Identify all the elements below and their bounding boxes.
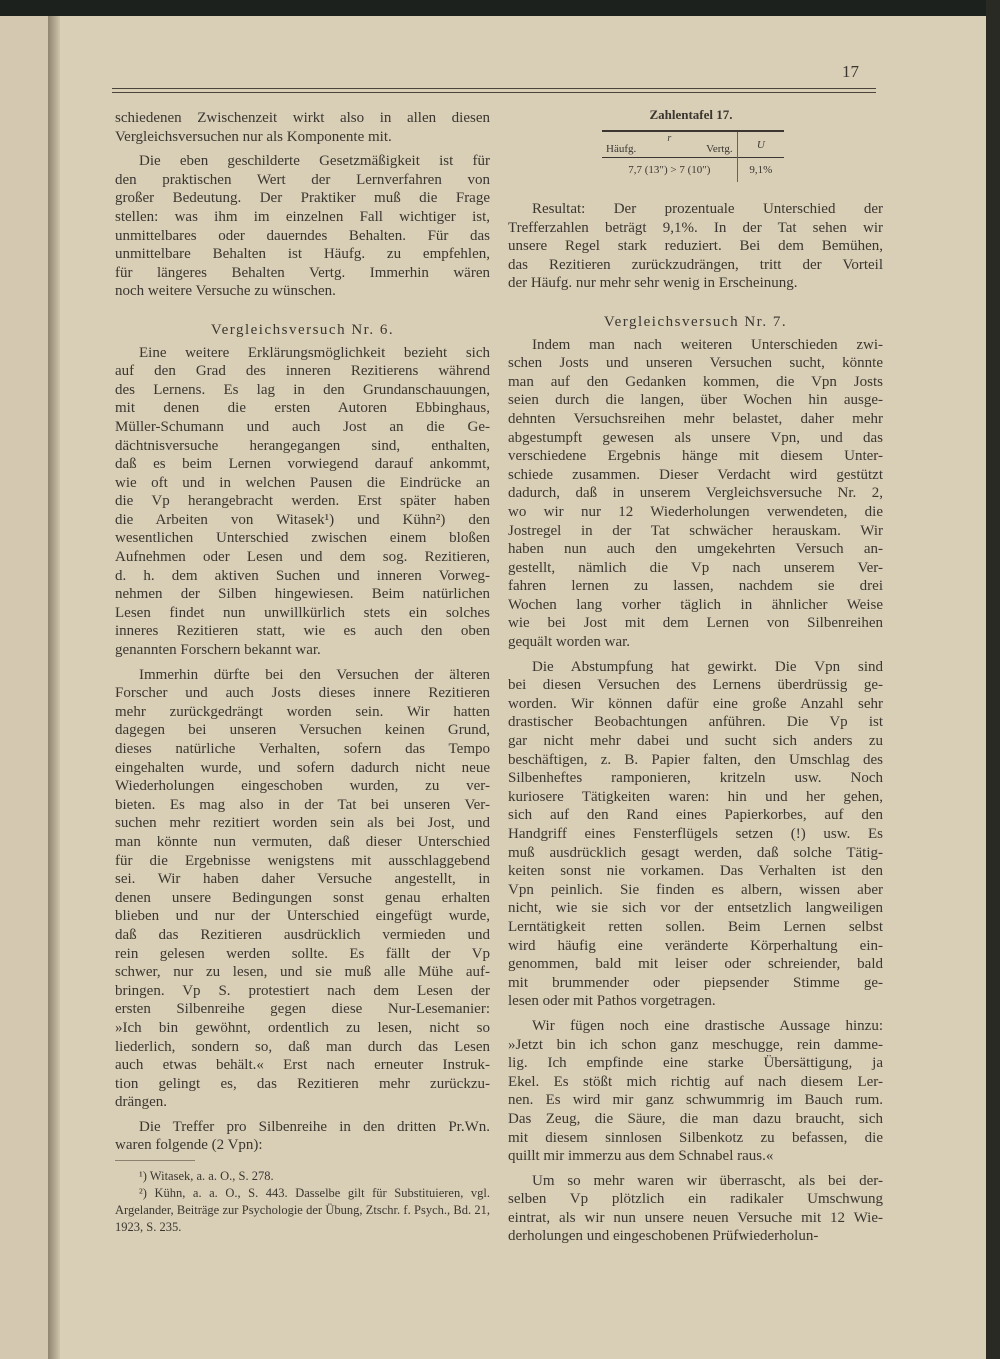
- paragraph: [115, 1118, 490, 1155]
- text-line: nicht, wie sie sich vor der entsetzlich langweiligen: [508, 900, 883, 917]
- text-line: schwer, nur zu lesen, und sie muß alle Mühe auf-: [115, 964, 490, 981]
- text-line: Silbenheftes ramponieren, kritzeln usw. Noch: [508, 770, 883, 787]
- text-line: bringen. Vp S. protestiert nach dem Lesen der: [115, 982, 490, 999]
- paragraph: [115, 152, 490, 301]
- text-line: wird häufig eine veränderte Körperhaltung ein-: [508, 937, 883, 954]
- text-line: keiten sonst nie vorkamen. Das Verhalten ist den: [508, 863, 883, 880]
- text-line: seien durch die langen, über Wochen hin ausge-: [508, 392, 883, 409]
- text-line: eingehalten wurde, und sofern dadurch nicht neue: [115, 759, 490, 776]
- text-line: Lesen findet nun unwillkürlich stets ein solches: [115, 604, 490, 621]
- text-line: denen unsere Bedingungen sonst genau erhalten: [115, 889, 490, 906]
- text-line: stellen: was ihm im einzelnen Fall wichtiger ist,: [115, 208, 490, 225]
- header-vertg: Vertg.: [706, 143, 733, 155]
- paragraph: [508, 336, 883, 652]
- text-line: blieben und nur der Unterschied eingefügt wurde,: [115, 908, 490, 925]
- header-rule: [112, 92, 876, 93]
- paragraph: [508, 1172, 883, 1246]
- text-line: Immerhin dürfte bei den Versuchen der älteren: [139, 666, 490, 683]
- text-line: für die Ergebnisse wenigstens mit ausschlaggebend: [115, 852, 490, 869]
- left-column: [115, 109, 490, 1161]
- text-line: wo wir nur 12 Wiederholungen verwendeten, die: [508, 503, 883, 520]
- text-line: Resultat: Der prozentuale Unterschied der: [532, 201, 883, 217]
- text-line: bei diesen Versuchen des Lernens überdrüssig ge-: [508, 677, 883, 694]
- text-line: Wochen lang vorher täglich in ähnlicher Weise: [508, 596, 883, 613]
- facing-page-edge: [0, 16, 48, 1359]
- text-line: abgestumpft gewesen als unsere Vpn, und das: [508, 429, 883, 446]
- footnote-2: ²) Kühn, a. a. O., S. 443. Dasselbe gilt für Substituieren, vgl. Argelander, Beiträge zur Psychologie der Übung, Ztschr. f. Psych., Bd. 21, 1923, S. 235.: [115, 1186, 490, 1234]
- text-line: lesen oder mit Pathos vorgetragen.: [508, 993, 716, 1010]
- text-line: suchen mehr rezitiert worden sein als bei Jost, und: [115, 815, 490, 832]
- header-haeufg: Häufg.: [606, 143, 637, 155]
- text-line: mit brummender oder piepsender Stimme ge-: [508, 974, 883, 991]
- text-line: nehmen der Silben hingewiesen. Beim natürlichen: [115, 586, 490, 603]
- text-line: gequält worden war.: [508, 634, 631, 651]
- table-header-r: [602, 131, 737, 158]
- text-line: genommen, bald mit leiser oder schreiender, bald: [508, 956, 883, 973]
- text-line: ersten Silbenreihe gegen diese Nur-Lesemanier:: [115, 1001, 490, 1018]
- text-line: mit denen die ersten Autoren Ebbinghaus,: [115, 400, 490, 417]
- table-cell-u: 9,1%: [749, 164, 773, 176]
- text-line: dieses natürliche Verhalten, sofern das Tempo: [115, 741, 490, 757]
- paragraph: [508, 1017, 883, 1166]
- text-line: für längeres Behalten Vertg. Immerhin wären: [115, 264, 490, 281]
- text-line: kuriosere Tätigkeiten waren: hin und her gehen,: [508, 788, 883, 805]
- text-line: tion gelingt es, das Rezitieren mehr zurückzu-: [115, 1075, 490, 1092]
- text-line: den praktischen Wert der Lernverfahren von: [115, 171, 490, 188]
- table-cell-r: 7,7 (13″) > 7 (10″): [602, 158, 737, 183]
- table-title: Zahlentafel 17.: [649, 107, 733, 122]
- text-line: großer Bedeutung. Der Praktiker muß die Frage: [115, 190, 490, 207]
- text-line: inneres Rezitieren statt, wie es auch den oben: [115, 623, 490, 640]
- text-line: derholungen und eingeschobenen Prüfwiederholun-: [508, 1228, 819, 1245]
- text-line: sich auf den Rand eines Papierkorbes, auf den: [508, 807, 883, 824]
- text-line: Eine weitere Erklärungsmöglichkeit bezieht sich: [139, 344, 490, 361]
- text-line: quillt mir immerzu aus dem Schnabel raus.«: [508, 1148, 774, 1165]
- text-line: wie bei Jost mit dem Lernen von Silbenreihen: [508, 615, 883, 632]
- text-line: nen. Es wird mir ganz schwummrig im Bauch rum.: [508, 1092, 883, 1109]
- text-line: lig. Ich empfinde eine starke Übersättigung, ja: [508, 1055, 883, 1072]
- footnote-1: ¹) Witasek, a. a. O., S. 278.: [139, 1169, 274, 1183]
- paragraph: [508, 200, 883, 293]
- text-line: auf den Grad des inneren Rezitierens während: [115, 363, 490, 380]
- text-line: gestellt, nämlich die Vp nach unserem Ver-: [508, 559, 883, 576]
- text-line: dehnten Versuchsreihen mehr belastet, daher mehr: [508, 410, 883, 427]
- text-line: schen Josts und unseren Versuchen sucht, könnte: [508, 355, 883, 372]
- paragraph: [508, 658, 883, 1011]
- text-line: Lerntätigkeit retten sollen. Beim Lernen selbst: [508, 918, 883, 935]
- text-line: Forscher und auch Josts dieses innere Rezitieren: [115, 685, 490, 702]
- text-line: fahren lernen zu lassen, nachdem sie drei: [508, 578, 883, 595]
- scan-background-right: [986, 0, 1000, 1359]
- text-line: Die Abstumpfung hat gewirkt. Die Vpn sind: [532, 658, 883, 675]
- text-line: auch etwas behält.« Erst nach erneuter Instruk-: [115, 1057, 490, 1074]
- text-line: Vpn peinlich. Sie finden es albern, wissen aber: [508, 881, 883, 898]
- text-line: wesentlichen Unterschied zwischen einem bloßen: [115, 530, 490, 547]
- text-line: »Jetzt bin ich schon ganz meschugge, rein damme-: [508, 1036, 883, 1053]
- text-line: schiede zusammen. Dieser Verdacht wird gestützt: [508, 466, 883, 483]
- text-line: unsere Regel stark reduziert. Bei dem Bemühen,: [508, 238, 883, 255]
- text-line: gar nicht mehr dabei und sucht sich anders zu: [508, 733, 883, 750]
- footnote-rule: [115, 1160, 195, 1161]
- header-r-label: r: [667, 133, 672, 144]
- text-line: mehr zurückgedrängt worden sein. Wir hatten: [115, 703, 490, 720]
- text-line: Handgriff eines Fensterflügels setzen (!) usw. Es: [508, 826, 883, 842]
- text-line: des Lernens. Es lag in den Grundanschauungen,: [115, 381, 490, 398]
- text-line: Die eben geschilderte Gesetzmäßigkeit ist für: [139, 153, 490, 170]
- text-line: der Häufg. nur mehr sehr wenig in Erscheinung.: [508, 275, 798, 292]
- header-rule: [112, 88, 876, 89]
- text-line: Um so mehr waren wir überrascht, als bei der-: [532, 1172, 883, 1189]
- text-line: unmittelbares oder dauerndes Behalten. Für das: [115, 227, 490, 244]
- text-line: liederlich, sondern so, daß man durch das Lesen: [115, 1038, 490, 1055]
- text-line: noch weitere Versuche zu wünschen.: [115, 283, 336, 300]
- text-line: die Vp herangebracht werden. Erst später haben: [115, 493, 490, 510]
- text-line: Wiederholungen eingeschoben wurden, zu ver-: [115, 778, 490, 795]
- text-line: Das Zeug, die Säure, die man dazu braucht, sich: [508, 1110, 883, 1127]
- right-column: [508, 200, 883, 1252]
- text-line: schiedenen Zwischenzeit wirkt also in allen diesen: [115, 110, 490, 126]
- text-line: man könnte nun vermuten, daß dieser Unterschied: [115, 833, 490, 850]
- table-header-u: U: [756, 138, 765, 151]
- page-number: 17: [842, 62, 859, 81]
- text-line: waren folgende (2 Vpn):: [115, 1137, 263, 1154]
- text-line: daß es beim Lernen vorwiegend darauf ankommt,: [115, 456, 490, 473]
- text-line: worden. Wir können dafür eine große Anzahl sehr: [508, 695, 883, 712]
- text-line: haben nun auch den umgekehrten Versuch an-: [508, 541, 883, 558]
- text-line: verschiedene Ergebnis hänge mit diesem Unter-: [508, 448, 883, 465]
- section-heading: Vergleichsversuch Nr. 7.: [603, 313, 788, 330]
- text-line: drängen.: [115, 1094, 168, 1111]
- text-line: dagegen bei unseren Versuchen keinen Grund,: [115, 722, 490, 739]
- text-line: d. h. dem aktiven Suchen und inneren Vorweg-: [115, 567, 490, 584]
- paragraph: [115, 344, 490, 660]
- scan-background-top: [0, 0, 1000, 16]
- text-line: beschäftigen, z. B. Papier falten, den Umschlag des: [508, 751, 883, 768]
- text-line: »Ich bin gewöhnt, ordentlich zu lesen, nicht so: [115, 1019, 490, 1036]
- text-line: dächtnisversuche herangegangen sind, enthalten,: [115, 437, 490, 454]
- text-line: die Arbeiten von Witasek¹) und Kühn²) den: [115, 511, 490, 528]
- text-line: Müller-Schumann und auch Jost an die Ge-: [115, 418, 490, 435]
- text-line: drastischer Beobachtungen anführen. Die Vp ist: [508, 714, 883, 731]
- footnotes: [115, 1168, 490, 1236]
- text-line: Jostregel in der Tat schwächer herauskam. Wir: [508, 522, 883, 539]
- data-table: [602, 130, 784, 182]
- text-line: sei. Wir haben daher Versuche angestellt, in: [115, 871, 490, 888]
- text-line: das Rezitieren zurückzudrängen, tritt der Vorteil: [508, 256, 883, 273]
- text-line: daß das Rezitieren ausdrücklich vermieden und: [115, 926, 490, 943]
- text-line: eintrat, als wir nun unsere neuen Versuche mit 12 Wie-: [508, 1209, 883, 1226]
- paragraph: [115, 666, 490, 1112]
- text-line: Die Treffer pro Silbenreihe in den dritten Pr.Wn.: [139, 1118, 490, 1135]
- text-line: Indem man nach weiteren Unterschieden zwi-: [532, 336, 883, 353]
- text-line: Trefferzahlen beträgt 9,1%. In der Tat sehen wir: [508, 219, 883, 236]
- text-line: man auf den Gedanken kommen, die Vpn Josts: [508, 373, 883, 390]
- text-line: dadurch, daß in unserem Vergleichsversuche Nr. 2,: [508, 485, 883, 502]
- text-line: selben Vp plötzlich ein radikaler Umschwung: [508, 1191, 883, 1208]
- paragraph: [115, 109, 490, 146]
- text-line: mit diesem sinnlosen Silbenkotz zu befassen, die: [508, 1129, 883, 1146]
- text-line: muß ausdrücklich gesagt werden, daß solche Tätig-: [508, 844, 883, 861]
- text-line: wie oft und in welchen Pausen die Eindrücke an: [115, 474, 490, 491]
- text-line: Ekel. Es stößt mich richtig auf nach diesem Ler-: [508, 1073, 883, 1090]
- text-line: Vergleichsversuchen nur als Komponente mit.: [115, 128, 392, 145]
- text-line: genannten Forschern bekannt war.: [115, 642, 321, 659]
- text-line: unmittelbare Behalten ist Häufg. zu empfehlen,: [115, 246, 490, 263]
- text-line: Aufnehmen oder Lesen und dem sog. Rezitieren,: [115, 549, 490, 566]
- text-line: rein gelesen werden sollte. Es fällt der Vp: [115, 945, 490, 962]
- book-gutter: [48, 16, 60, 1359]
- section-heading: Vergleichsversuch Nr. 6.: [210, 321, 395, 338]
- text-line: Wir fügen noch eine drastische Aussage hinzu:: [532, 1017, 883, 1034]
- text-line: bieten. Es mag also in der Tat bei unseren Ver-: [115, 796, 490, 813]
